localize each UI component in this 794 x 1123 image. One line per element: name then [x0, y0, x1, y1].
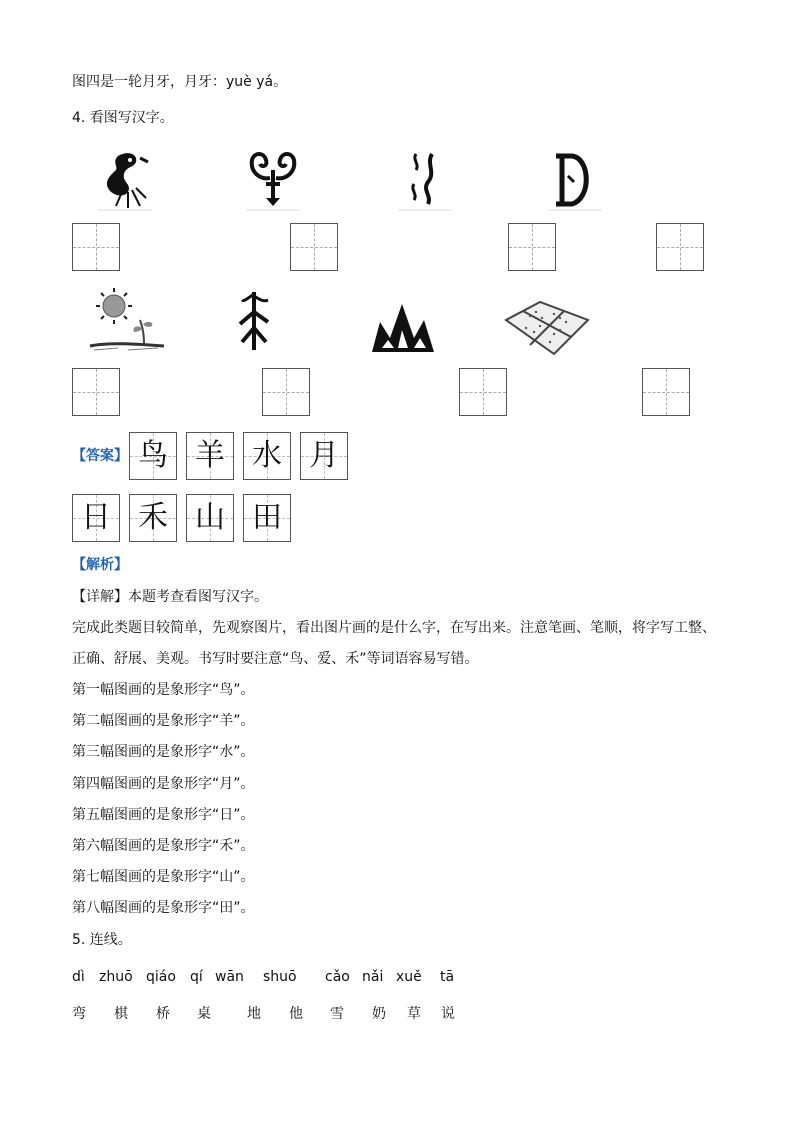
analysis-bracket-open: 【 — [72, 557, 86, 573]
answer-label-text: 答案 — [86, 448, 114, 464]
hanzi-item[interactable]: 奶 — [372, 1006, 386, 1022]
detail-item: 第四幅图画的是象形字“月”。 — [72, 776, 255, 792]
detail-item: 第七幅图画的是象形字“山”。 — [72, 869, 255, 885]
answer-char: 禾 — [138, 500, 168, 535]
pinyin-item[interactable]: qí — [190, 969, 203, 985]
answer-bracket-open: 【 — [72, 448, 86, 464]
detail-line — [72, 587, 268, 607]
analysis-label — [72, 555, 128, 575]
pinyin-item[interactable]: wān — [215, 969, 244, 985]
sheep-pictograph-icon — [246, 148, 300, 212]
answer-char-box — [129, 494, 177, 542]
detail-item: 第一幅图画的是象形字“鸟”。 — [72, 682, 255, 698]
detail-text: 本题考查看图写汉字。 — [128, 589, 268, 605]
hanzi-item[interactable]: 地 — [247, 1006, 261, 1022]
writing-box[interactable] — [508, 223, 556, 271]
writing-box[interactable] — [642, 368, 690, 416]
moon-pictograph-icon — [548, 148, 602, 212]
answer-char-box — [186, 432, 234, 480]
pinyin-item[interactable]: dì — [72, 969, 85, 985]
pinyin-item[interactable]: cǎo — [325, 969, 350, 985]
writing-box[interactable] — [459, 368, 507, 416]
answer-bracket-close: 】 — [114, 448, 128, 464]
bird-pictograph-icon — [98, 148, 152, 212]
answer-char: 月 — [309, 438, 339, 473]
writing-box[interactable] — [72, 223, 120, 271]
answer-char: 田 — [252, 500, 282, 535]
answer-char-box — [72, 494, 120, 542]
hanzi-item[interactable]: 棋 — [114, 1006, 128, 1022]
answer-char: 水 — [252, 438, 282, 473]
hanzi-item[interactable]: 桌 — [197, 1006, 211, 1022]
detail-item: 第六幅图画的是象形字“禾”。 — [72, 838, 255, 854]
detail-paragraph-1: 完成此类题目较简单，先观察图片，看出图片画的是什么字，在写出来。注意笔画、笔顺，将字写工整、 — [72, 620, 716, 636]
analysis-bracket-close: 】 — [114, 557, 128, 573]
answer-char: 鸟 — [138, 438, 168, 473]
field-pictograph-icon — [500, 298, 592, 358]
answer-char-box — [300, 432, 348, 480]
pinyin-item[interactable]: tā — [440, 969, 455, 985]
writing-box[interactable] — [656, 223, 704, 271]
hanzi-item[interactable]: 弯 — [72, 1006, 86, 1022]
answer-char: 日 — [81, 500, 111, 535]
pinyin-item[interactable]: nǎi — [362, 969, 384, 985]
answer-char: 羊 — [195, 438, 225, 473]
pinyin-item[interactable]: xuě — [396, 969, 422, 985]
question-4-title: 4. 看图写汉字。 — [72, 110, 174, 126]
hanzi-item[interactable]: 说 — [441, 1006, 455, 1022]
grain-pictograph-icon — [234, 288, 274, 354]
detail-paragraph-2: 正确、舒展、美观。书写时要注意“鸟、爱、禾”等词语容易写错。 — [72, 651, 479, 667]
sun-pictograph-icon — [88, 284, 168, 354]
writing-box[interactable] — [262, 368, 310, 416]
water-pictograph-icon — [398, 148, 452, 212]
writing-box[interactable] — [290, 223, 338, 271]
detail-bracket-open: 【 — [72, 589, 86, 605]
detail-bracket-close: 】 — [114, 589, 128, 605]
hanzi-item[interactable]: 草 — [407, 1006, 421, 1022]
analysis-label-text: 解析 — [86, 557, 114, 573]
detail-item: 第三幅图画的是象形字“水”。 — [72, 744, 255, 760]
answer-char-box — [129, 432, 177, 480]
answer-label — [72, 446, 128, 466]
writing-box[interactable] — [72, 368, 120, 416]
question-5-title: 5. 连线。 — [72, 932, 132, 948]
mountain-pictograph-icon — [370, 300, 436, 356]
answer-char-box — [186, 494, 234, 542]
detail-item: 第五幅图画的是象形字“日”。 — [72, 807, 255, 823]
detail-item: 第二幅图画的是象形字“羊”。 — [72, 713, 255, 729]
pinyin-item[interactable]: zhuō — [99, 969, 133, 985]
detail-item: 第八幅图画的是象形字“田”。 — [72, 900, 255, 916]
detail-label: 详解 — [86, 589, 114, 605]
answer-char: 山 — [195, 500, 225, 535]
intro-line: 图四是一轮月牙，月牙：yuè yá。 — [72, 74, 288, 90]
answer-char-box — [243, 494, 291, 542]
hanzi-item[interactable]: 雪 — [330, 1006, 344, 1022]
pinyin-item[interactable]: shuō — [263, 969, 297, 985]
answer-char-box — [243, 432, 291, 480]
hanzi-item[interactable]: 桥 — [156, 1006, 170, 1022]
pinyin-item[interactable]: qiáo — [146, 969, 176, 985]
hanzi-item[interactable]: 他 — [289, 1006, 303, 1022]
